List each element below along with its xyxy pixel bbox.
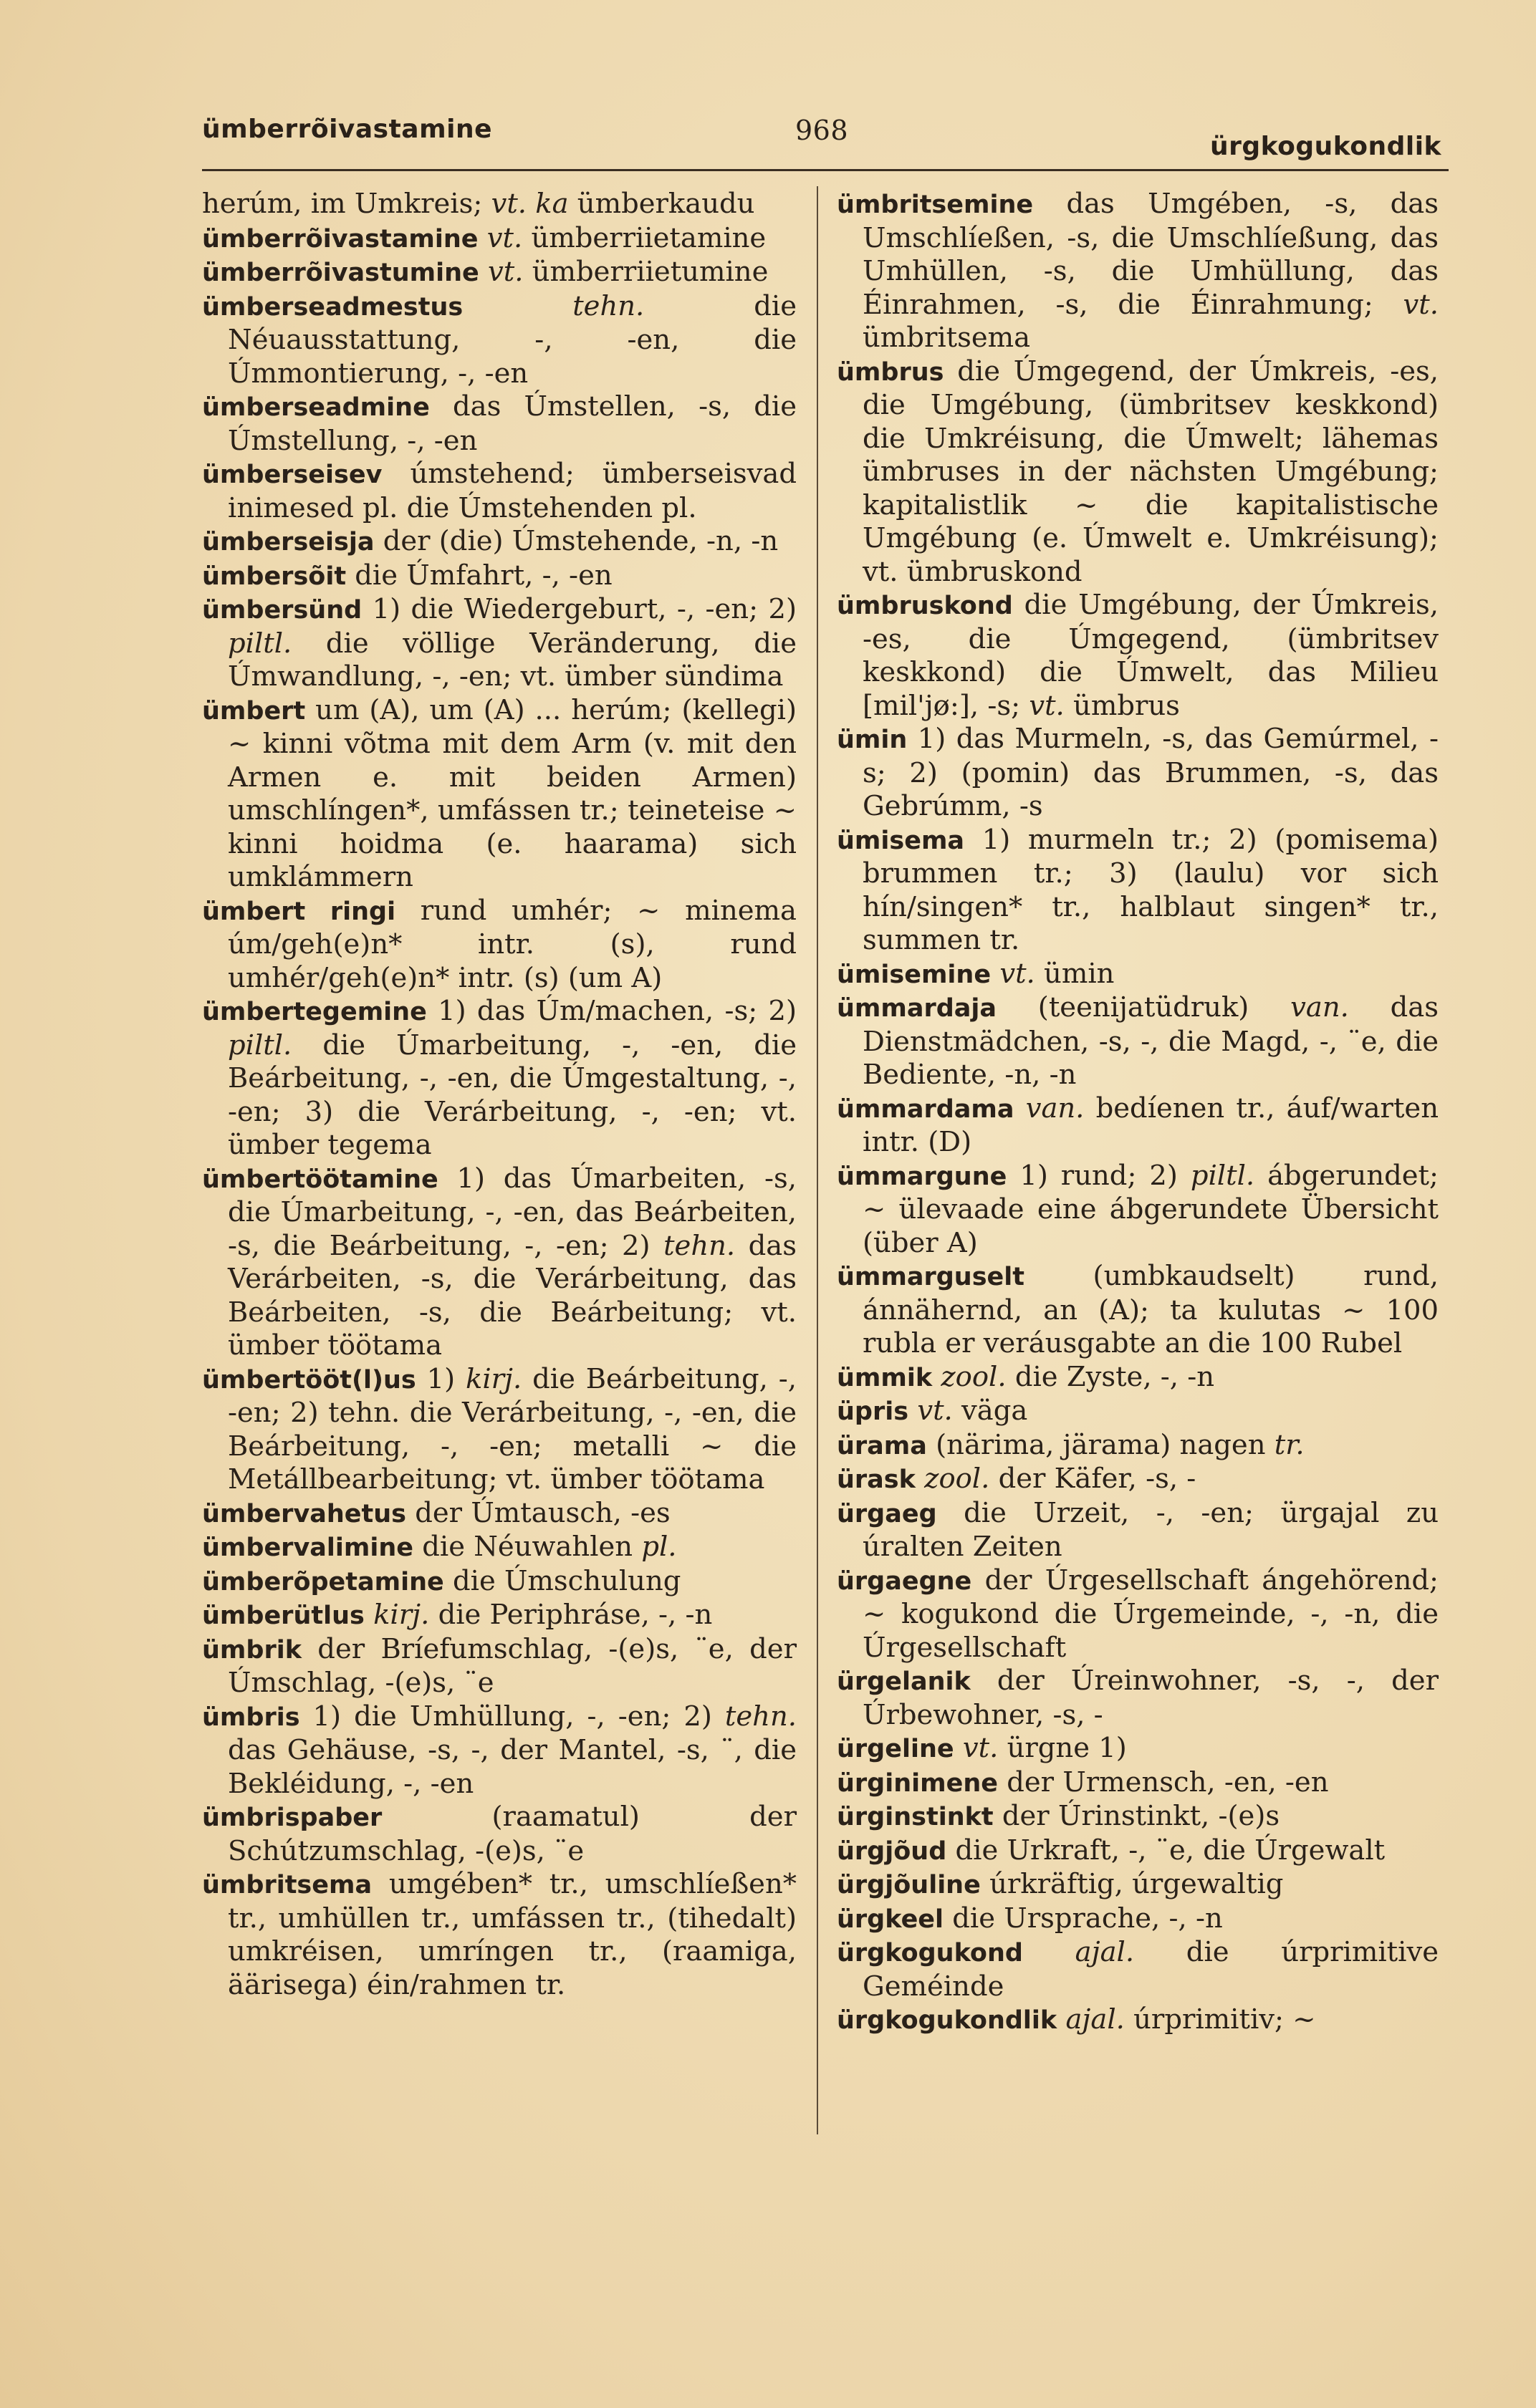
headword: ümberrõivastamine xyxy=(202,224,479,254)
headword: ürama xyxy=(837,1431,927,1460)
definition-text: 1) die Umhüllung, -, -en; 2) xyxy=(299,1700,725,1733)
grammar-label: piltl. xyxy=(1190,1159,1255,1192)
definition-text: die Ursprache, -, -n xyxy=(944,1902,1223,1935)
dictionary-entry xyxy=(837,2003,1439,2038)
dictionary-entry xyxy=(202,525,797,559)
definition-text: (raamatul) der Schútzumschlag, -(e)s, ¨e xyxy=(228,1801,797,1867)
definition-text: die Úmgegend, der Úmkreis, -es, die Umgébung, (ümbritsev keskkond) die Umkréisung, die Úmwelt; lähemas ümbruses in der nächsten Umgébung; kapitalistlik ~ die kapitalistische Umgébung (e. Úmwelt e. Umkréisung); vt. ümbruskond xyxy=(863,355,1439,588)
headword: ümberseisja xyxy=(202,528,375,557)
headword: ümbris xyxy=(202,1703,300,1732)
definition-text: die Úmschulung xyxy=(443,1564,681,1597)
definition-text xyxy=(991,958,999,990)
dictionary-entry xyxy=(837,723,1439,824)
dictionary-entry xyxy=(837,1936,1439,2003)
dictionary-entry xyxy=(837,1564,1439,1665)
definition-text: väga xyxy=(952,1395,1028,1427)
definition-text: die Urkraft, -, ¨e, die Úrgewalt xyxy=(946,1834,1386,1867)
headword: ümmardaja xyxy=(837,994,997,1023)
headword: ümmargune xyxy=(837,1162,1007,1191)
dictionary-entry xyxy=(837,1868,1439,1902)
definition-text: rund umhér; ~ minema úm/geh(e)n* intr. (s), rund umhér/geh(e)n* intr. (s) (um A) xyxy=(228,894,797,994)
definition-text: ümbrus xyxy=(1064,689,1180,722)
left-column xyxy=(202,188,797,2002)
definition-text: ürgne 1) xyxy=(998,1732,1127,1764)
headword: ürginimene xyxy=(837,1768,999,1798)
definition-text: (umbkaudselt) rund, ánnähernd, an (A); ta kulutas ~ 100 rubla er veráusgabte an die 100 Rubel xyxy=(863,1260,1439,1359)
headword: üpris xyxy=(837,1397,909,1426)
grammar-label: tehn. xyxy=(724,1700,797,1733)
headword: ümbert xyxy=(202,696,306,726)
headword: ümbertöötamine xyxy=(202,1165,438,1194)
definition-text xyxy=(1014,1092,1026,1124)
definition-text: 1) murmeln tr.; 2) (pomisema) brummen tr.; 3) (laulu) vor sich hín/singen* tr., halblaut singen* tr., summen tr. xyxy=(863,823,1439,956)
dictionary-entry xyxy=(837,824,1439,958)
definition-text: das Dienstmädchen, -s, -, die Magd, -, ¨e, die Bediente, -n, -n xyxy=(863,991,1439,1091)
definition-text: die Beárbeitung, -, -en; 2) tehn. die Verárbeitung, -, -en, die Beárbeitung, -, -en; metalli ~ die Metállbearbeitung; vt. ümber töötama xyxy=(228,1362,797,1496)
grammar-label: vt. xyxy=(962,1732,999,1764)
definition-text xyxy=(463,290,572,322)
headword: ürginstinkt xyxy=(837,1803,994,1831)
definition-text: ümin xyxy=(1035,957,1115,990)
headword: ümberseadmestus xyxy=(202,292,464,322)
headword: ürgaeg xyxy=(837,1499,937,1528)
headword: ümbertööt(l)us xyxy=(202,1365,416,1395)
dictionary-entry xyxy=(837,1463,1439,1497)
grammar-label: vt. xyxy=(999,957,1035,990)
grammar-label: vt. xyxy=(1403,288,1439,321)
definition-text: úmstehend; xyxy=(382,458,603,490)
grammar-label: pl. xyxy=(641,1531,677,1563)
dictionary-entry xyxy=(202,1801,797,1868)
headword: ürgelanik xyxy=(837,1667,971,1696)
definition-text: der Úrgesellschaft ángehörend; ~ kogukond die Úrgemeinde, -, -n, die Úrgesellschaft xyxy=(863,1564,1439,1664)
dictionary-entry xyxy=(202,188,797,222)
grammar-label: kirj. xyxy=(466,1362,522,1395)
grammar-label: piltl. xyxy=(228,627,292,660)
dictionary-entry xyxy=(202,256,797,290)
headword: ümbert ringi xyxy=(202,897,396,926)
dictionary-entry xyxy=(837,1092,1439,1160)
grammar-label: zool. xyxy=(941,1360,1007,1393)
definition-text: 1) rund; 2) xyxy=(1007,1159,1191,1192)
definition-text: die Umgébung, der Úmkreis, -es, die Úmgegend, (ümbritsev keskkond) die Úmwelt, das Milieu [mil'jø:], -s; xyxy=(863,589,1439,722)
grammar-label: vt. xyxy=(488,256,524,288)
page-header xyxy=(202,115,1441,165)
grammar-label: van. xyxy=(1025,1092,1085,1124)
grammar-label: vt. xyxy=(917,1395,953,1427)
grammar-label: tehn. xyxy=(572,289,645,322)
dictionary-entry xyxy=(837,1732,1439,1766)
definition-text xyxy=(908,1395,917,1427)
headword: ümbervahetus xyxy=(202,1499,407,1528)
dictionary-entry xyxy=(202,995,797,1162)
headword: ümberseadmine xyxy=(202,393,430,422)
left-guide-word: ümberrõivastamine xyxy=(202,115,492,144)
definition-text: die Zyste, -, -n xyxy=(1006,1360,1215,1393)
definition-text: ümberseisvad inimesed pl. die Úmstehenden pl. xyxy=(228,458,797,524)
definition-text: der Úrinstinkt, -(e)s xyxy=(993,1800,1280,1832)
definition-text xyxy=(1023,1936,1075,1968)
headword: ümmik xyxy=(837,1363,933,1392)
dictionary-entry xyxy=(202,694,797,895)
definition-text: der Úreinwohner, -s, -, der Úrbewohner, -s, - xyxy=(863,1665,1439,1731)
definition-text xyxy=(479,256,488,288)
definition-text: der Käfer, -s, - xyxy=(989,1463,1196,1495)
grammar-label: van. xyxy=(1290,991,1349,1024)
definition-text xyxy=(932,1361,941,1393)
definition-text: das Umgében, -s, das Umschlíeßen, -s, die Umschlíeßung, das Umhüllen, -s, die Umhüllung, das Éinrahmen, -s, die Éinrahmung; xyxy=(863,188,1439,321)
dictionary-entry xyxy=(837,1800,1439,1834)
dictionary-entry xyxy=(837,355,1439,589)
headword: ürgjõuline xyxy=(837,1871,981,1899)
dictionary-entry xyxy=(202,290,797,391)
headword: ürgkogukond xyxy=(837,1939,1023,1968)
headword: ümbertegemine xyxy=(202,998,427,1026)
headword: ümbruskond xyxy=(837,592,1013,620)
definition-text: der (die) Úmstehende, -n, -n xyxy=(374,525,779,557)
headword: ümbrus xyxy=(837,357,944,387)
definition-text: die Úmarbeitung, -, -en, die Beárbeitung, -, -en, die Úmgestaltung, -, -en; 3) die Verárbeitung, -, -en; vt. ümber tegema xyxy=(228,1029,797,1161)
headword: ürgaegne xyxy=(837,1566,972,1596)
dictionary-entry xyxy=(837,991,1439,1092)
headword: ümberseisev xyxy=(202,461,383,489)
grammar-label: zool. xyxy=(924,1463,990,1495)
dictionary-entry xyxy=(837,1497,1439,1564)
definition-text xyxy=(478,222,486,254)
dictionary-entry xyxy=(837,1260,1439,1361)
dictionary-entry xyxy=(202,390,797,458)
dictionary-entry xyxy=(202,1565,797,1599)
dictionary-entry xyxy=(837,1665,1439,1732)
dictionary-entry xyxy=(202,895,797,996)
headword: ürgkogukondlik xyxy=(837,2006,1057,2035)
grammar-label: vt. ka xyxy=(491,188,569,220)
definition-text: die Néuausstattung, -, -en, die Úmmontierung, -, -en xyxy=(228,289,797,390)
headword: ürgeline xyxy=(837,1735,954,1763)
headword: ümbritsemine xyxy=(837,191,1034,219)
definition-text: das Verárbeiten, -s, die Verárbeitung, das Beárbeiten, -s, die Beárbeitung; vt. ümber töötama xyxy=(228,1229,797,1362)
definition-text: umgében* tr., umschlíeßen* tr., umhüllen tr., umfássen tr., (tihedalt) umkréisen, umríngen tr., (raamiga, äärisega) éin/rahmen tr. xyxy=(228,1868,797,2001)
definition-text: úrprimitiv; ~ xyxy=(1124,2003,1316,2036)
page-number: 968 xyxy=(795,115,849,146)
dictionary-entry xyxy=(837,1766,1439,1801)
definition-text: 1) das Murmeln, -s, das Gemúrmel, -s; 2) (pomin) das Brummen, -s, das Gebrúmm, -s xyxy=(863,723,1439,822)
definition-text: 1) das Úm/machen, -s; 2) xyxy=(426,995,797,1027)
headword: ümberütlus xyxy=(202,1602,365,1630)
headword: ümbersõit xyxy=(202,562,347,591)
definition-text: ümberkaudu xyxy=(568,188,755,220)
headword: ümmarguselt xyxy=(837,1263,1025,1291)
definition-text: der Úmtausch, -es xyxy=(406,1496,671,1529)
column-divider xyxy=(817,186,818,2134)
grammar-label: vt. xyxy=(486,221,523,254)
grammar-label: vt. xyxy=(1029,689,1065,722)
dictionary-entry xyxy=(837,1429,1439,1463)
definition-text: (närima, järama) nagen xyxy=(926,1428,1275,1461)
definition-text: das Úmstellen, -s, die Úmstellung, -, -en xyxy=(228,390,797,457)
grammar-label: tr. xyxy=(1274,1428,1305,1461)
dictionary-entry xyxy=(837,589,1439,723)
definition-text xyxy=(365,1599,373,1631)
grammar-label: ajal. xyxy=(1075,1936,1135,1968)
grammar-label: ajal. xyxy=(1065,2003,1125,2036)
definition-text: herúm, im Umkreis; xyxy=(202,188,491,220)
dictionary-entry xyxy=(837,1902,1439,1937)
dictionary-entry xyxy=(837,1834,1439,1869)
definition-text: ümbritsema xyxy=(863,322,1031,354)
dictionary-entry xyxy=(202,1497,797,1531)
dictionary-entry xyxy=(202,1868,797,2002)
definition-text: der Bríefumschlag, -(e)s, ¨e, der Úmschlag, -(e)s, ¨e xyxy=(228,1632,797,1699)
definition-text xyxy=(916,1463,924,1495)
right-guide-word: ürgkogukondlik xyxy=(1210,132,1441,161)
headword: ümbervalimine xyxy=(202,1533,413,1562)
headword: ümberrõivastumine xyxy=(202,259,479,287)
dictionary-entry xyxy=(202,1700,797,1801)
definition-text: das Gehäuse, -s, -, der Mantel, -s, ¨, die Bekléidung, -, -en xyxy=(228,1734,797,1800)
definition-text: úrkräftig, úrgewaltig xyxy=(980,1868,1284,1900)
dictionary-entry xyxy=(837,958,1439,992)
dictionary-entry xyxy=(202,1599,797,1633)
dictionary-entry xyxy=(202,458,797,525)
headword: ümisemine xyxy=(837,960,992,989)
headword: ümbrispaber xyxy=(202,1803,383,1832)
definition-text xyxy=(1057,2003,1065,2036)
dictionary-entry xyxy=(837,1160,1439,1261)
headword: ümbrik xyxy=(202,1635,302,1665)
definition-text: (teenijatüdruk) xyxy=(997,991,1291,1024)
definition-text: ábgerundet; ~ ülevaade eine ábgerundete Übersicht (über A) xyxy=(863,1159,1439,1259)
definition-text: die Periphráse, -, -n xyxy=(429,1599,713,1631)
dictionary-entry xyxy=(202,559,797,594)
definition-text: die Úmfahrt, -, -en xyxy=(346,559,613,592)
definition-text: ümberriietamine xyxy=(522,221,767,254)
headword: ümin xyxy=(837,726,908,754)
headword: ümbritsema xyxy=(202,1871,373,1899)
headword: ümmardama xyxy=(837,1094,1014,1124)
dictionary-entry xyxy=(202,1162,797,1363)
dictionary-entry xyxy=(837,1395,1439,1429)
definition-text: ümberriietumine xyxy=(523,256,769,288)
headword: ümbersünd xyxy=(202,596,363,625)
grammar-label: piltl. xyxy=(228,1029,292,1061)
header-rule xyxy=(202,169,1449,171)
dictionary-entry xyxy=(837,188,1439,355)
headword: ürgkeel xyxy=(837,1904,944,1934)
definition-text: 1) die Wiedergeburt, -, -en; 2) xyxy=(362,593,797,625)
dictionary-entry xyxy=(202,222,797,256)
headword: ümberõpetamine xyxy=(202,1567,444,1596)
definition-text: 1) das Úmarbeiten, -s, die Úmarbeitung, -, -en, das Beárbeiten, -s, die Beárbeitung, -, -en; 2) xyxy=(228,1162,797,1262)
dictionary-entry xyxy=(202,593,797,694)
dictionary-entry xyxy=(202,1633,797,1700)
definition-text: um (A), um (A) ... herúm; (kellegi) ~ kinni võtma mit dem Arm (v. mit den Armen e. mit beiden Armen) umschlíngen*, umfássen tr.; teineteise ~ kinni hoidma (e. haarama) sich umklámmern xyxy=(228,693,797,893)
headword: ürask xyxy=(837,1465,916,1494)
definition-text: 1) xyxy=(416,1362,466,1395)
definition-text: die völlige Veränderung, die Úmwandlung, -, -en; vt. ümber sündima xyxy=(228,627,797,693)
headword: ürgjõud xyxy=(837,1836,947,1866)
grammar-label: tehn. xyxy=(663,1229,736,1262)
definition-text: die úrprimitive Geméinde xyxy=(863,1936,1439,2003)
dictionary-entry xyxy=(202,1531,797,1565)
definition-text: die Urzeit, -, -en; ürgajal zu úralten Zeiten xyxy=(863,1496,1439,1563)
dictionary-entry xyxy=(837,1361,1439,1395)
definition-text: bedíenen tr., áuf/warten intr. (D) xyxy=(863,1092,1439,1158)
grammar-label: kirj. xyxy=(373,1599,430,1631)
definition-text: die Néuwahlen xyxy=(413,1531,642,1563)
headword: ümisema xyxy=(837,826,965,855)
definition-text xyxy=(954,1732,963,1764)
right-column xyxy=(837,188,1439,2038)
definition-text: der Urmensch, -en, -en xyxy=(998,1766,1329,1798)
dictionary-entry xyxy=(202,1363,797,1497)
